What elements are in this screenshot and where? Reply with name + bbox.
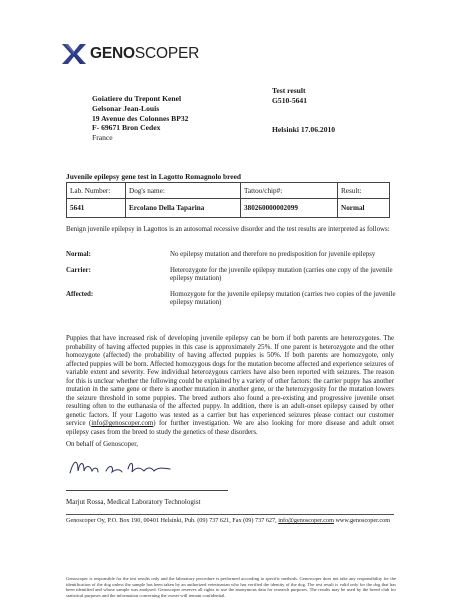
paragraph-text-start: Puppies that have increased risk of developing juvenile epilepsy can be born if both parents are heterozygotes. The probability of having affected puppies in this case is approximately 25%. If one parent is heterozygote and the other homozygote (affected) the probability of having affected puppies is 50%. If both parents are homozygote, only affected puppies will be born. Affected homozygous dogs for the mutation become affected and experience seizures of variable extent and severity. Few individual heterozygous carriers have also been reported with seizures. The reason for this is unclear whether the following could be explained by a variety of other factors: the carrier puppy has another mutation in the same gene or there is another mutation in another gene, or the heterozygosity for the mutation lowers the seizure threshold in some puppies. The breed authors also found a pre-existing and progressive juvenile onset resulting often to the euthanasia of the affected puppy. In addition, there is an adult-onset epilepsy caused by other genetic factors. If your Lagotto was tested as a carrier but has experienced seizures please contact our customer service ( xyxy=(66,335,394,428)
result-value: Normal xyxy=(338,199,390,218)
logo-wordmark xyxy=(90,45,199,63)
recipient-address xyxy=(92,94,188,143)
definition-text: Heterozygote for the juvenile epilepsy mutation (carries one copy of the juvenile epilepsy mutation) xyxy=(170,266,393,283)
contact-line xyxy=(66,514,394,524)
lab-number-value: 5641 xyxy=(67,199,126,218)
logo-wordmark-bold: GENO xyxy=(90,45,135,62)
paragraph-text-end: ) for further investigation. We are also looking for more disease and adult onset epilepsy cases from the breed to study the genetics of these disorders. xyxy=(66,420,394,437)
recipient-line-4: F- 69671 Bron Cedex xyxy=(92,123,161,133)
contact-address: Genoscoper Oy, P.O. Box 190, 00401 Helsinki, Puh. (09) 737 621, Fax (09) 737 627, xyxy=(66,517,279,524)
definition-term: Affected: xyxy=(66,290,94,298)
recipient-line-3: 19 Avenue des Colonnes BP32 xyxy=(92,113,189,123)
result-definitions xyxy=(66,251,396,315)
test-result-id: G510-5641 xyxy=(272,95,308,105)
handwritten-signature xyxy=(66,455,176,479)
col-dog-name: Dog's name: xyxy=(126,183,241,199)
explanation-paragraph xyxy=(66,335,394,438)
dog-name-value: Ercolano Della Taparina xyxy=(126,199,241,218)
place-and-date: Helsinki 17.06.2010 xyxy=(272,125,336,134)
genoscoper-logo xyxy=(62,44,199,64)
result-table-row xyxy=(67,199,390,218)
interpretation-text: Benign juvenile epilepsy in Lagottos is an autosomal recessive disorder and the test results are interpreted as follows: xyxy=(66,226,390,233)
result-table xyxy=(66,182,390,218)
signer-name: Marjut Rossa, Medical Laboratory Technologist xyxy=(66,498,201,506)
definition-carrier xyxy=(66,267,396,284)
signature-line xyxy=(66,490,228,491)
test-result-header xyxy=(272,86,307,106)
tattoo-chip-value: 380260000002099 xyxy=(241,199,338,218)
customer-service-email-link[interactable]: info@genoscoper.com xyxy=(91,420,154,428)
col-tattoo-chip: Tattoo/chip#: xyxy=(241,183,338,199)
logo-wordmark-light: SCOPER xyxy=(134,45,200,62)
definition-text: Homozygote for the juvenile epilepsy mutation (carries two copies of the juvenile epilepsy mutation) xyxy=(170,290,396,307)
test-result-label: Test result xyxy=(272,86,306,95)
footer-disclaimer: Genoscoper is responsible for the test results only and the laboratory procedure is performed according to specific methods. Genoscoper does not take any responsibility for the identification of the dog unless the sample has been taken by an authorized veterinarian who has verified the identity of the dog. The test result is valid only for the dog that has been identified and whose sample was analysed. Genoscoper reserves all rights to use the anonymous data for research purposes. The results may be used by the breed club for statistical purposes and the information concerning the owner will remain confidential. xyxy=(66,576,396,598)
genoscoper-x-icon xyxy=(62,44,86,64)
definition-term: Normal: xyxy=(66,251,91,258)
recipient-line-5: France xyxy=(92,133,113,143)
col-result: Result: xyxy=(338,183,390,199)
contact-email-link[interactable]: info@genoscoper.com xyxy=(278,517,334,524)
result-table-header-row xyxy=(67,183,390,199)
test-title: Juvenile epilepsy gene test in Lagotto Romagnolo breed xyxy=(66,172,241,181)
definition-term: Carrier: xyxy=(66,266,91,274)
definition-affected xyxy=(66,291,396,308)
recipient-line-2: Gelsonar Jean-Louis xyxy=(92,103,160,113)
definition-text: No epilepsy mutation and therefore no predisposition for juvenile epilepsy xyxy=(170,251,376,258)
definition-normal xyxy=(66,251,396,260)
contact-website-link[interactable]: www.genoscoper.com xyxy=(335,517,391,524)
recipient-line-1: Goiatiere du Trepont Kenel xyxy=(92,94,182,103)
on-behalf-text: On behalf of Genoscoper, xyxy=(66,440,139,448)
col-lab-number: Lab. Number: xyxy=(67,183,126,199)
